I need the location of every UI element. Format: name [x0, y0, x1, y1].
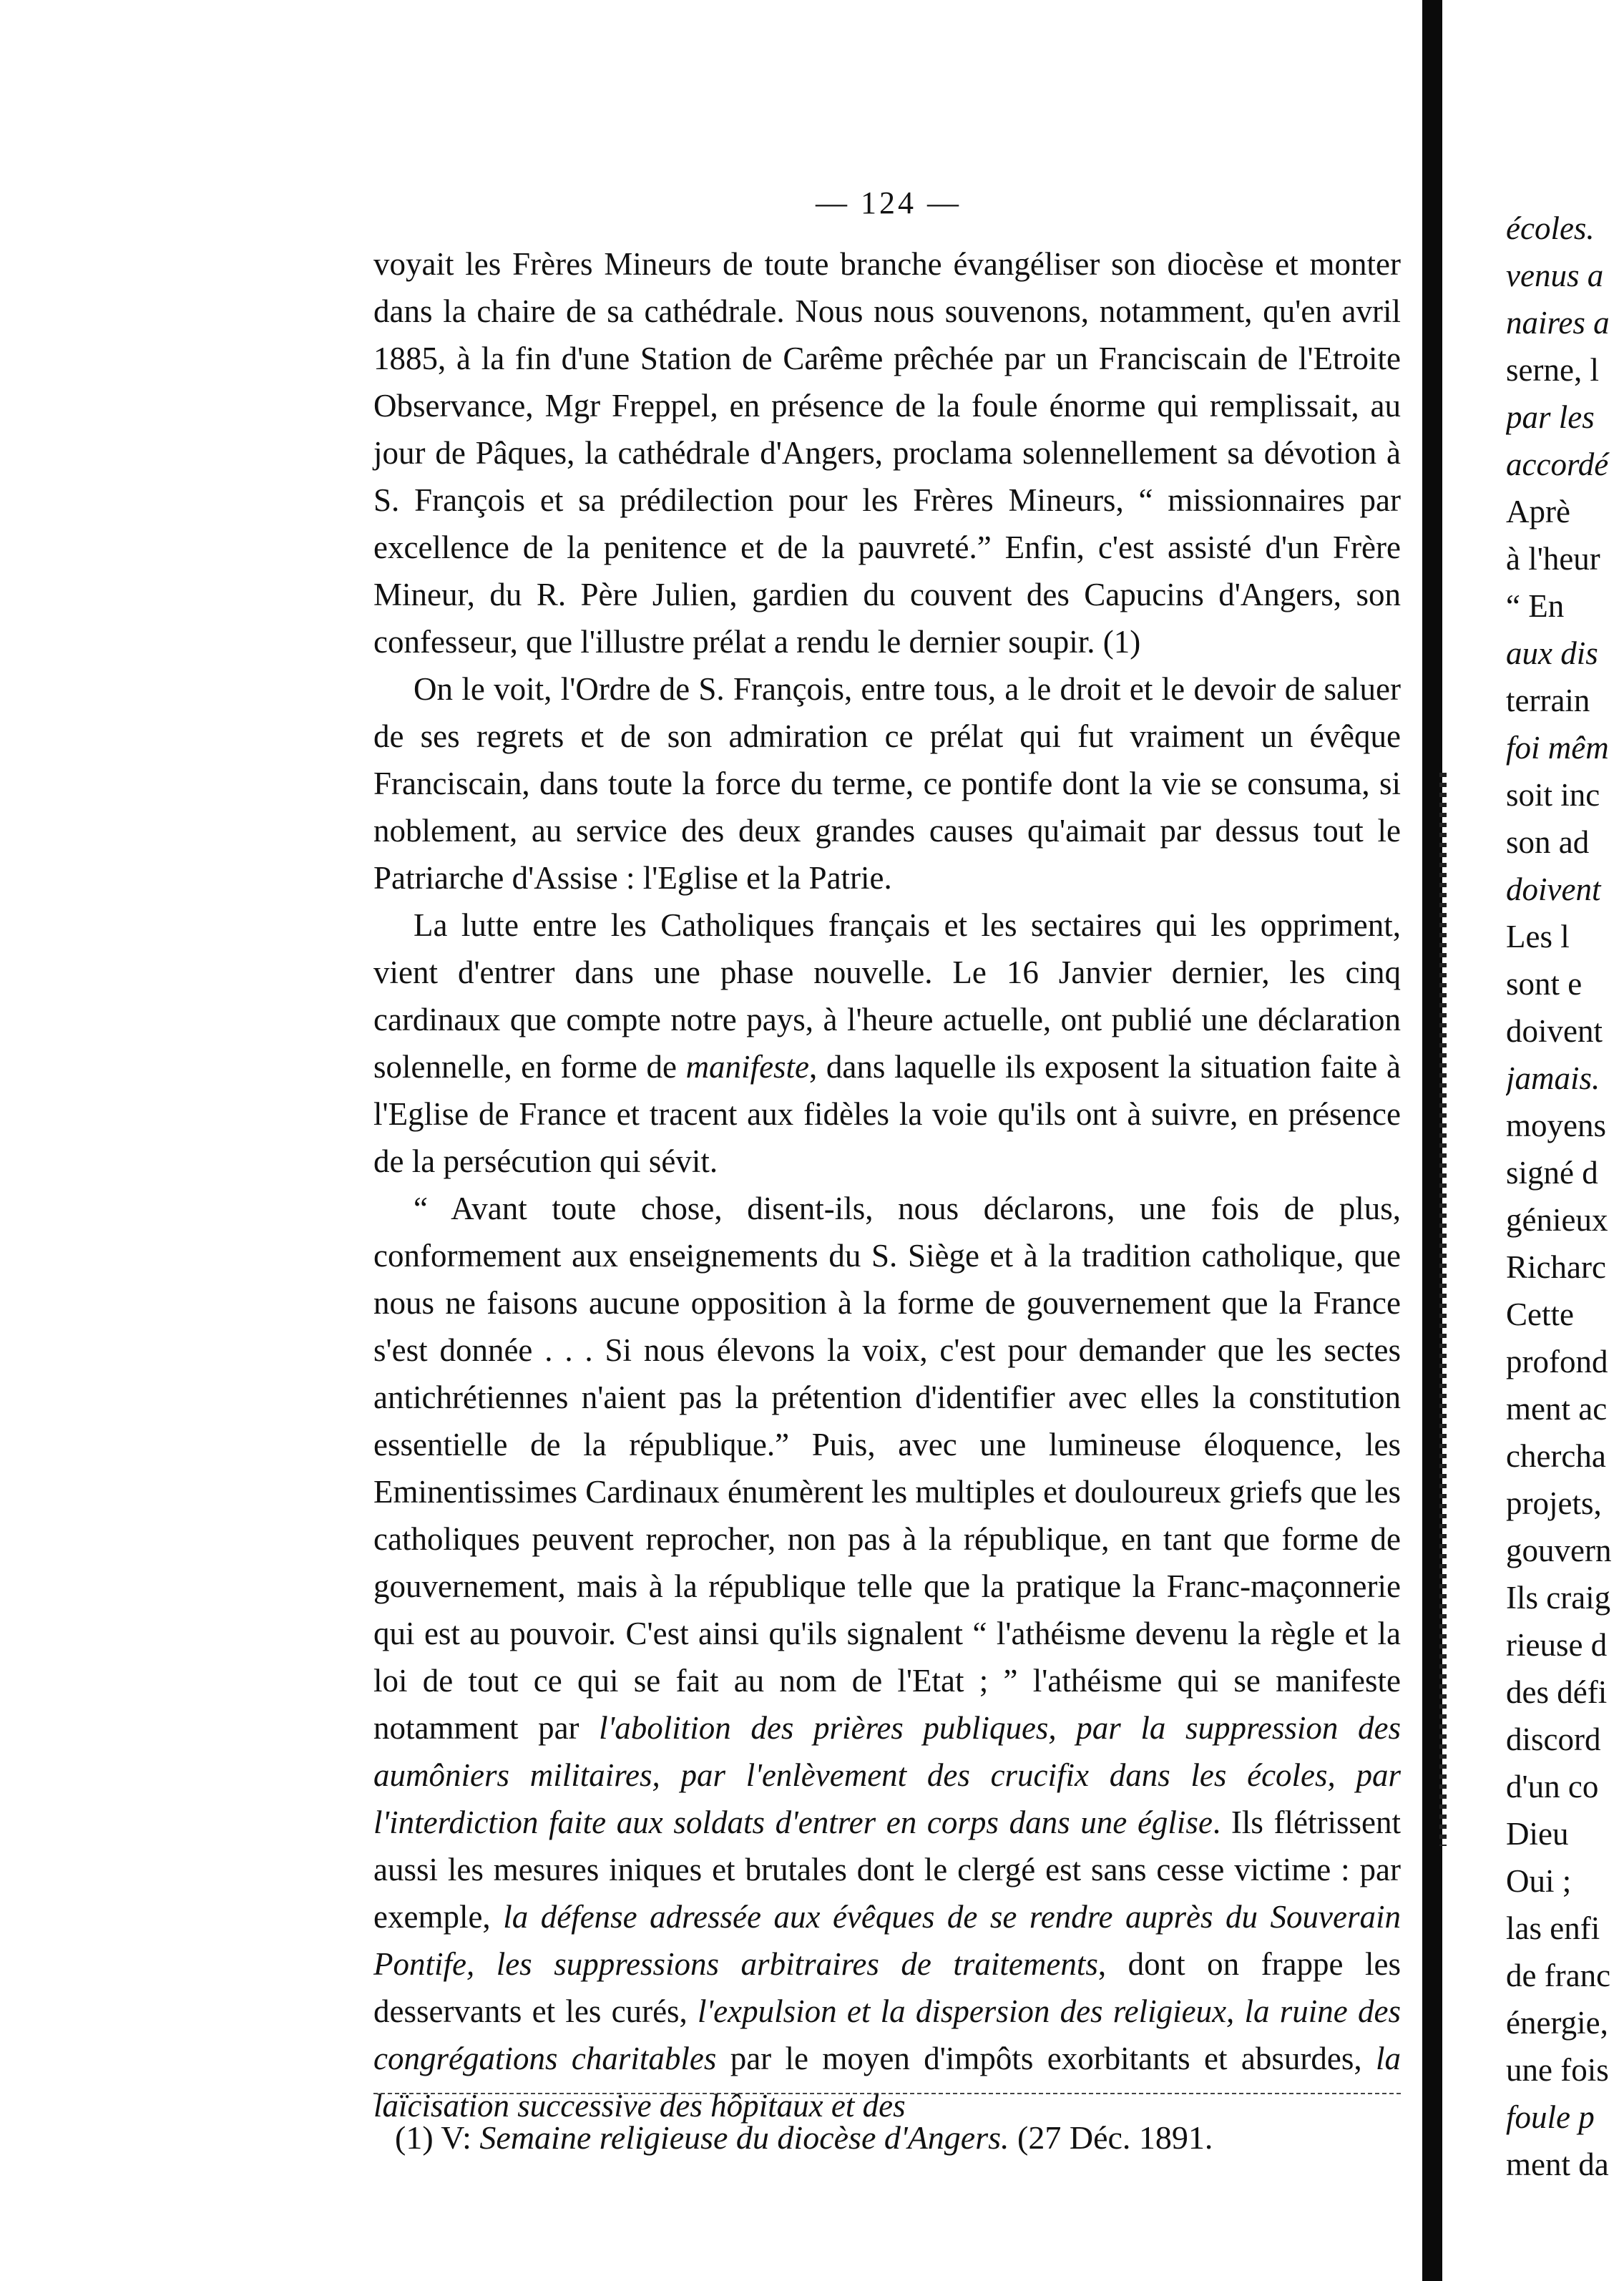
adjacent-page-line: [1506, 1385, 1624, 1432]
text-run: “ En: [1506, 588, 1565, 624]
text-run: Aprè: [1506, 494, 1570, 529]
text-run: gouvern: [1506, 1533, 1612, 1568]
italic-text-run: manifeste: [685, 1049, 810, 1085]
italic-text-run: Semaine religieuse du diocèse d'Angers.: [479, 2119, 1009, 2156]
adjacent-page-line: [1506, 1669, 1624, 1716]
paragraph: [373, 902, 1401, 1185]
text-run: son ad: [1506, 824, 1590, 860]
adjacent-page-line: [1506, 819, 1624, 866]
text-run: soit inc: [1506, 777, 1600, 813]
italic-text-run: naires a: [1506, 305, 1610, 341]
text-run: doivent: [1506, 1013, 1603, 1049]
adjacent-page-line: [1506, 866, 1624, 913]
text-run: projets,: [1506, 1485, 1602, 1521]
paragraph: [373, 1185, 1401, 2129]
adjacent-page-line: [1506, 1007, 1624, 1055]
text-run: génieux: [1506, 1202, 1608, 1238]
adjacent-page-line: [1506, 299, 1624, 346]
text-run: . Ils flétrissent aussi les mesures iniques et brutales dont le clergé est sans cesse victime : par exemple,: [373, 1804, 1401, 1935]
italic-text-run: la laïcisation successive des hôpitaux et des: [373, 2041, 1401, 2124]
italic-text-run: aux dis: [1506, 635, 1598, 671]
adjacent-page-line: [1506, 2141, 1624, 2188]
adjacent-page-line: [1506, 960, 1624, 1007]
text-run: énergie,: [1506, 2005, 1608, 2041]
adjacent-page-line: [1506, 1338, 1624, 1385]
text-run: On le voit, l'Ordre de S. François, entre tous, a le droit et le devoir de saluer de ses regrets et de son admiration ce prélat qui fut vraiment un évêque Franciscain, dans toute la force du terme, ce pontife dont la vie se consuma, si noblement, au service des deux grandes causes qu'aimait par dessus tout le Patriarche d'Assise : l'Eglise et la Patrie.: [373, 671, 1401, 896]
adjacent-page-line: [1506, 913, 1624, 960]
adjacent-page-line: [1506, 346, 1624, 394]
adjacent-page-line: [1506, 677, 1624, 724]
text-run: las enfi: [1506, 1910, 1600, 1946]
adjacent-page-line: [1506, 1291, 1624, 1338]
adjacent-page-line: [1506, 724, 1624, 771]
text-run: (27 Déc. 1891.: [1009, 2119, 1213, 2156]
adjacent-page-line: [1506, 535, 1624, 582]
adjacent-page-line: [1506, 1055, 1624, 1102]
text-run: rieuse d: [1506, 1627, 1608, 1663]
text-run: une fois: [1506, 2052, 1609, 2088]
adjacent-page-line: [1506, 205, 1624, 252]
adjacent-page-line: [1506, 1952, 1624, 1999]
footnote: [395, 2116, 1213, 2159]
text-run: (1) V:: [395, 2119, 480, 2156]
footnote-separator: [373, 2093, 1401, 2094]
adjacent-page-line: [1506, 1905, 1624, 1952]
adjacent-page-line: [1506, 1432, 1624, 1480]
adjacent-page-line: [1506, 1527, 1624, 1574]
adjacent-page-line: [1506, 1999, 1624, 2046]
adjacent-page-line: [1506, 1244, 1624, 1291]
text-run: par le moyen d'impôts exorbitants et absurdes,: [716, 2041, 1376, 2076]
text-run: Dieu: [1506, 1816, 1569, 1852]
italic-text-run: jamais.: [1506, 1060, 1600, 1096]
adjacent-page-line: [1506, 630, 1624, 677]
text-run: Richarc: [1506, 1249, 1606, 1285]
adjacent-page-line: [1506, 1716, 1624, 1763]
text-run: Oui ;: [1506, 1863, 1572, 1899]
text-run: ment da: [1506, 2146, 1609, 2182]
text-run: , dont on frappe les desservants et les curés,: [373, 1946, 1401, 2029]
italic-text-run: accordé: [1506, 446, 1609, 482]
text-run: chercha: [1506, 1438, 1606, 1474]
adjacent-page-line: [1506, 1763, 1624, 1810]
text-run: signé d: [1506, 1155, 1598, 1191]
adjacent-page-line: [1506, 1857, 1624, 1905]
adjacent-page-line: [1506, 488, 1624, 535]
paragraph: [373, 665, 1401, 902]
text-run: de franc: [1506, 1958, 1611, 1993]
adjacent-page-line: [1506, 2094, 1624, 2141]
italic-text-run: foule p: [1506, 2099, 1595, 2135]
adjacent-page-line: [1506, 1480, 1624, 1527]
adjacent-page-line: [1506, 771, 1624, 819]
text-run: Ils craig: [1506, 1580, 1611, 1616]
italic-text-run: la défense adressée aux évêques de se rendre auprès du Souverain Pontife, les suppressions arbitraires de traitements: [373, 1899, 1401, 1982]
text-run: discord: [1506, 1721, 1601, 1757]
adjacent-page-line: [1506, 441, 1624, 488]
italic-text-run: l'abolition des prières publiques, par la suppression des aumôniers militaires, par l'enlèvement des crucifix dans les écoles, par l'interdiction faite aux soldats d'entrer en corps dans une église: [373, 1710, 1401, 1840]
italic-text-run: venus a: [1506, 258, 1604, 293]
text-run: , dans laquelle ils exposent la situation faite à l'Eglise de France et tracent aux fidèles la voie qu'ils ont à suivre, en présence de la persécution qui sévit.: [373, 1049, 1401, 1179]
text-run: serne, l: [1506, 352, 1599, 388]
text-run: ment ac: [1506, 1391, 1608, 1427]
adjacent-page-line: [1506, 252, 1624, 299]
text-run: à l'heur: [1506, 541, 1600, 577]
text-run: moyens: [1506, 1108, 1606, 1143]
page-number: — 124 —: [816, 185, 962, 220]
italic-text-run: foi mêm: [1506, 730, 1609, 766]
italic-text-run: doivent: [1506, 871, 1601, 907]
text-run: sont e: [1506, 966, 1583, 1002]
paragraph: [373, 240, 1401, 665]
main-text-column: [373, 240, 1401, 2129]
text-run: d'un co: [1506, 1769, 1599, 1804]
adjacent-page-line: [1506, 1196, 1624, 1244]
adjacent-page-fragment: [1506, 205, 1624, 2188]
adjacent-page-line: [1506, 394, 1624, 441]
text-run: des défi: [1506, 1674, 1608, 1710]
text-run: voyait les Frères Mineurs de toute branche évangéliser son diocèse et monter dans la chaire de sa cathédrale. Nous nous souvenons, notamment, qu'en avril 1885, à la fin d'une Station de Carême prêchée par un Franciscain de l'Etroite Observance, Mgr Freppel, en présence de la foule énorme qui remplissait, au jour de Pâques, la cathédrale d'Angers, proclama solennellement sa dévotion à S. François et sa prédilection pour les Frères Mineurs, “ missionnaires par excellence de la penitence et de la pauvreté.” Enfin, c'est assisté d'un Frère Mineur, du R. Père Julien, gardien du couvent des Capucins d'Angers, son confesseur, que l'illustre prélat a rendu le dernier soupir. (1): [373, 246, 1401, 660]
text-run: “ Avant toute chose, disent-ils, nous déclarons, une fois de plus, conformement aux enseignements du S. Siège et à la tradition catholique, que nous ne faisons aucune opposition à la forme de gouvernement que la France s'est donnée . . . Si nous élevons la voix, c'est pour demander que les sectes antichrétiennes n'aient pas la prétention d'identifier avec elles la constitution essentielle de la république.” Puis, avec une lumineuse éloquence, les Eminentissimes Cardinaux énumèrent les multiples et douloureux griefs que les catholiques peuvent reprocher, non pas à la république, en tant que forme de gouvernement, mais à la république telle que la pratique la Franc-maçonnerie qui est au pouvoir. C'est ainsi qu'ils signalent “ l'athéisme devenu la règle et la loi de tout ce qui se fait au nom de l'Etat ; ” l'athéisme qui se manifeste notamment par: [373, 1191, 1401, 1746]
adjacent-page-line: [1506, 1574, 1624, 1621]
adjacent-page-line: [1506, 1102, 1624, 1149]
italic-text-run: l'expulsion et la dispersion des religieux, la ruine des congrégations charitables: [373, 1993, 1401, 2076]
text-run: terrain: [1506, 683, 1590, 718]
adjacent-page-line: [1506, 1810, 1624, 1857]
adjacent-page-line: [1506, 1621, 1624, 1669]
adjacent-page-line: [1506, 2046, 1624, 2094]
text-run: profond: [1506, 1344, 1608, 1379]
gutter-edge: [1439, 773, 1447, 1846]
italic-text-run: par les: [1506, 399, 1595, 435]
text-run: Cette: [1506, 1296, 1574, 1332]
italic-text-run: écoles.: [1506, 210, 1595, 246]
text-run: La lutte entre les Catholiques français et les sectaires qui les oppriment, vient d'entrer dans une phase nouvelle. Le 16 Janvier dernier, les cinq cardinaux que compte notre pays, à l'heure actuelle, ont publié une déclaration solennelle, en forme de: [373, 907, 1401, 1085]
adjacent-page-line: [1506, 582, 1624, 630]
adjacent-page-line: [1506, 1149, 1624, 1196]
text-run: Les l: [1506, 919, 1570, 954]
